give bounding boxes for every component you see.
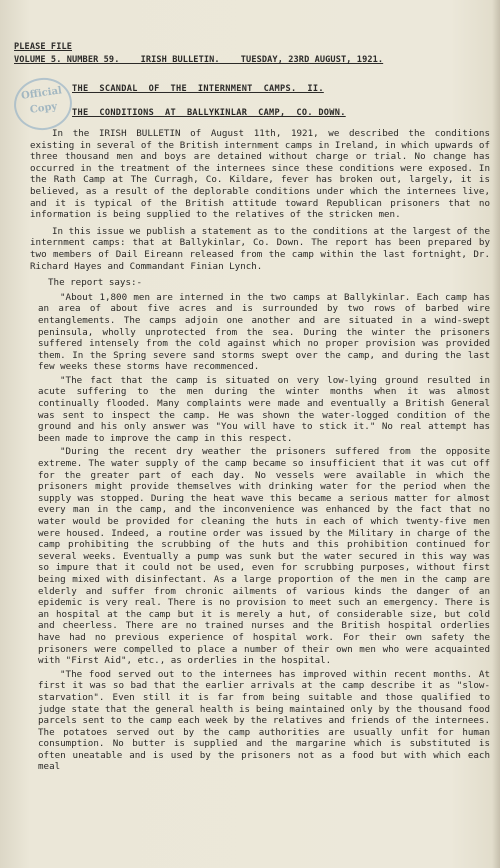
stamp-line-1: Official bbox=[20, 85, 63, 102]
page-edge-shadow bbox=[492, 0, 500, 868]
paragraph-camps: "About 1,800 men are interned in the two camps at Ballykinlar. Each camp has an area of about five acres and is surrounded by two rows of barbed wire entanglements. The camps adjoin one another and are situated in a wind-swept peninsula, wholly unprotected from the sea. During the winter the prisoners suffered intensely from the cold against which no proper provision was provided them. In the Spring severe sand storms swept over the camp, and during the last few weeks these storms have recommenced. bbox=[38, 291, 490, 373]
paragraph-intro: In the IRISH BULLETIN of August 11th, 1921, we described the conditions existing in several of the British internment camps in Ireland, in which upwards of three thousand men and boys are detained without charge or trial. No change has occurred in the treatment of the internees since these conditions were exposed. In the Rath Camp at The Curragh, Co. Kildare, fever has broken out, largely, it is believed, as a result of the deplorable conditions under which the internees live, and it is typical of the British attitude toward Republican prisoners that no information is being supplied to the relatives of the stricken men. bbox=[30, 128, 490, 221]
document-header bbox=[14, 41, 383, 67]
stamp-line-2: Copy bbox=[29, 101, 58, 116]
paragraph-report-says: The report says:- bbox=[48, 277, 143, 289]
official-copy-stamp bbox=[11, 74, 76, 134]
paragraph-water-supply: "During the recent dry weather the prisoners suffered from the opposite extreme. The water supply of the camp became so insufficient that it was cut off for the greater part of each day. No vessels were available in which the prisoners might provide themselves with drinking water for the period when the supply was stopped. During the heat wave this became a serious matter for almost every man in the camp, and the inconvenience was enhanced by the fact that no water would be provided for cleaning the huts in each of which twenty-five men were housed. Indeed, a routine order was issued by the Military in charge of the camp prohibiting the scrubbing of the huts and this prohibition continued for several weeks. Eventually a pump was sunk but the water secured in this way was so impure that it could not be used, even for scrubbing purposes, without first being mixed with disinfectant. As a large proportion of the men in the camp are elderly and suffer from chronic ailments of various kinds the danger of an epidemic is very real. There is no provision to meet such an emergency. There is an hospital at the camp but it is merely a hut, of considerable size, but cold and cheerless. There are no trained nurses and the British hospital orderlies have had no previous experience of hospital work. For their own safety the prisoners were compelled to place a number of their own men who were acquainted with "First Aid", etc., as orderlies in the hospital. bbox=[38, 446, 490, 667]
paragraph-flooding: "The fact that the camp is situated on very low-lying ground resulted in acute suffering to the men during the winter months when it was almost continually flooded. Many complaints were made and eventually a British General was sent to inspect the camp. He was shown the water-logged condition of the ground and his only answer was "You will have to stick it." No real attempt has been made to improve the camp in this respect. bbox=[38, 374, 490, 444]
paragraph-food: "The food served out to the internees has improved within recent months. At first it was so bad that the earlier arrivals at the camp describe it as "slow-starvation". Even still it is far from being suitable and those qualified to judge state that the general health is being maintained only by the thousand food parcels sent to the camp each week by the relatives and friends of the internees. The potatoes served out by the camp authorities are usually unfit for human consumption. No butter is supplied and the margarine which is substituted is often uneatable and is used by the prisoners not as a food but with which each meal bbox=[38, 668, 490, 773]
article-subtitle: THE CONDITIONS AT BALLYKINLAR CAMP, CO. DOWN. bbox=[72, 108, 346, 118]
paragraph-report-intro: In this issue we publish a statement as to the conditions at the largest of the internment camps: that at Ballykinlar, Co. Down. The report has been prepared by two members of Dail Eireann released from the camp within the last fortnight, Dr. Richard Hayes and Commandant Finian Lynch. bbox=[30, 225, 490, 272]
bulletin-dateline: VOLUME 5. NUMBER 59. IRISH BULLETIN. TUESDAY, 23RD AUGUST, 1921. bbox=[14, 55, 384, 65]
article-title: THE SCANDAL OF THE INTERNMENT CAMPS. II. bbox=[72, 84, 324, 94]
article-body bbox=[30, 128, 490, 775]
file-note: PLEASE FILE bbox=[14, 42, 73, 52]
